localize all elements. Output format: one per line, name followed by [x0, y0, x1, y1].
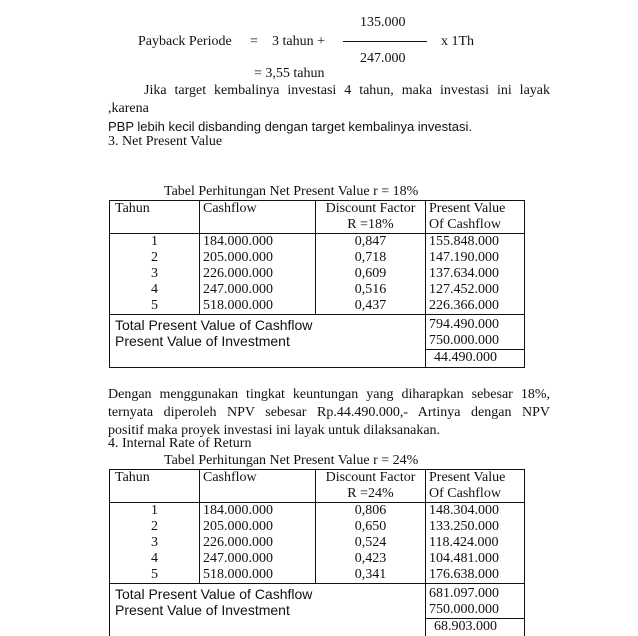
payback-numerator: 135.000	[360, 15, 406, 30]
cell-df: 0,718	[316, 250, 426, 266]
npv-row-blank	[110, 619, 426, 636]
table-row	[110, 250, 525, 266]
cell-pv: 226.366.000	[426, 298, 525, 315]
cell-df: 0,609	[316, 266, 426, 282]
table-row	[110, 282, 525, 298]
cell-tahun: 5	[110, 298, 200, 315]
header-pv-line1: Present Value	[429, 201, 506, 216]
cell-tahun: 4	[110, 282, 200, 298]
cell-pv: 133.250.000	[426, 519, 525, 535]
total-row	[110, 584, 525, 603]
cell-cashflow: 247.000.000	[200, 551, 316, 567]
npv-row	[110, 350, 525, 368]
table-row	[110, 535, 525, 551]
paragraph-npv-conclusion	[108, 386, 550, 440]
investment-value: 750.000.000	[426, 333, 525, 350]
header-discount-factor	[316, 470, 426, 503]
header-cashflow: Cashflow	[200, 201, 316, 234]
cell-df: 0,341	[316, 567, 426, 584]
cell-tahun: 2	[110, 250, 200, 266]
cell-cashflow: 184.000.000	[200, 503, 316, 520]
cell-pv: 147.190.000	[426, 250, 525, 266]
cell-cashflow: 226.000.000	[200, 266, 316, 282]
investment-row	[110, 333, 525, 350]
table-row	[110, 551, 525, 567]
cell-df: 0,437	[316, 298, 426, 315]
paragraph-line: ternyata diperoleh NPV sebesar Rp.44.490.000,- Artinya dengan NPV	[108, 405, 550, 420]
table1-caption: Tabel Perhitungan Net Present Value r = 18%	[164, 184, 419, 199]
cell-df: 0,650	[316, 519, 426, 535]
npv-value: 68.903.000	[426, 619, 525, 636]
cell-cashflow: 247.000.000	[200, 282, 316, 298]
paragraph-line: PBP lebih kecil disbanding dengan target kembalinya investasi.	[108, 119, 472, 134]
paragraph-line: positif maka proyek investasi ini layak untuk dilaksanakan.	[108, 423, 441, 438]
cell-cashflow: 518.000.000	[200, 567, 316, 584]
cell-cashflow: 205.000.000	[200, 519, 316, 535]
table-row	[110, 519, 525, 535]
table-row	[110, 567, 525, 584]
total-label: Total Present Value of Cashflow	[110, 315, 426, 334]
header-pv-line2: Of Cashflow	[429, 486, 501, 501]
header-cashflow: Cashflow	[200, 470, 316, 503]
cell-pv: 148.304.000	[426, 503, 525, 520]
header-df-line2: R =18%	[347, 217, 394, 232]
cell-df: 0,806	[316, 503, 426, 520]
total-value: 794.490.000	[426, 315, 525, 334]
header-tahun: Tahun	[110, 201, 200, 234]
investment-label: Present Value of Investment	[110, 602, 426, 619]
cell-cashflow: 226.000.000	[200, 535, 316, 551]
cell-cashflow: 518.000.000	[200, 298, 316, 315]
table-row	[110, 266, 525, 282]
table-row	[110, 234, 525, 251]
npv-table-18	[109, 200, 525, 368]
section-heading-npv: 3. Net Present Value	[108, 134, 223, 149]
table-row	[110, 503, 525, 520]
paragraph-line: Jika target kembalinya investasi 4 tahun, maka investasi ini layak ,karena	[108, 83, 550, 116]
header-df-line1: Discount Factor	[325, 470, 416, 485]
header-discount-factor	[316, 201, 426, 234]
header-present-value	[426, 201, 525, 234]
cell-tahun: 2	[110, 519, 200, 535]
cell-tahun: 5	[110, 567, 200, 584]
total-label: Total Present Value of Cashflow	[110, 584, 426, 603]
cell-pv: 127.452.000	[426, 282, 525, 298]
fraction-bar	[343, 41, 427, 42]
cell-pv: 155.848.000	[426, 234, 525, 251]
table-header-row	[110, 201, 525, 234]
payback-label: Payback Periode	[138, 34, 232, 49]
table2-caption: Tabel Perhitungan Net Present Value r = 24%	[164, 453, 419, 468]
cell-tahun: 1	[110, 234, 200, 251]
payback-term: 3 tahun +	[272, 34, 325, 49]
header-tahun: Tahun	[110, 470, 200, 503]
npv-value: 44.490.000	[426, 350, 525, 368]
cell-pv: 118.424.000	[426, 535, 525, 551]
investment-value: 750.000.000	[426, 602, 525, 619]
cell-tahun: 3	[110, 266, 200, 282]
cell-df: 0,524	[316, 535, 426, 551]
header-pv-line1: Present Value	[429, 470, 506, 485]
table-header-row	[110, 470, 525, 503]
cell-pv: 137.634.000	[426, 266, 525, 282]
table-row	[110, 298, 525, 315]
paragraph-line: Dengan menggunakan tingkat keuntungan yang diharapkan sebesar 18%,	[108, 387, 550, 402]
payback-result: = 3,55 tahun	[254, 66, 325, 81]
cell-df: 0,847	[316, 234, 426, 251]
npv-table-24	[109, 469, 525, 636]
investment-label: Present Value of Investment	[110, 333, 426, 350]
npv-row-blank	[110, 350, 426, 368]
cell-df: 0,423	[316, 551, 426, 567]
total-row	[110, 315, 525, 334]
header-pv-line2: Of Cashflow	[429, 217, 501, 232]
cell-tahun: 1	[110, 503, 200, 520]
cell-tahun: 4	[110, 551, 200, 567]
payback-denominator: 247.000	[360, 51, 406, 66]
investment-row	[110, 602, 525, 619]
paragraph-payback-conclusion	[108, 82, 550, 136]
cell-cashflow: 205.000.000	[200, 250, 316, 266]
payback-times: x 1Th	[441, 34, 475, 49]
cell-pv: 176.638.000	[426, 567, 525, 584]
cell-pv: 104.481.000	[426, 551, 525, 567]
payback-equals: =	[250, 34, 258, 49]
header-df-line2: R =24%	[347, 486, 394, 501]
header-present-value	[426, 470, 525, 503]
total-value: 681.097.000	[426, 584, 525, 603]
cell-df: 0,516	[316, 282, 426, 298]
cell-tahun: 3	[110, 535, 200, 551]
cell-cashflow: 184.000.000	[200, 234, 316, 251]
section-heading-irr: 4. Internal Rate of Return	[108, 436, 252, 451]
npv-row	[110, 619, 525, 636]
header-df-line1: Discount Factor	[325, 201, 416, 216]
